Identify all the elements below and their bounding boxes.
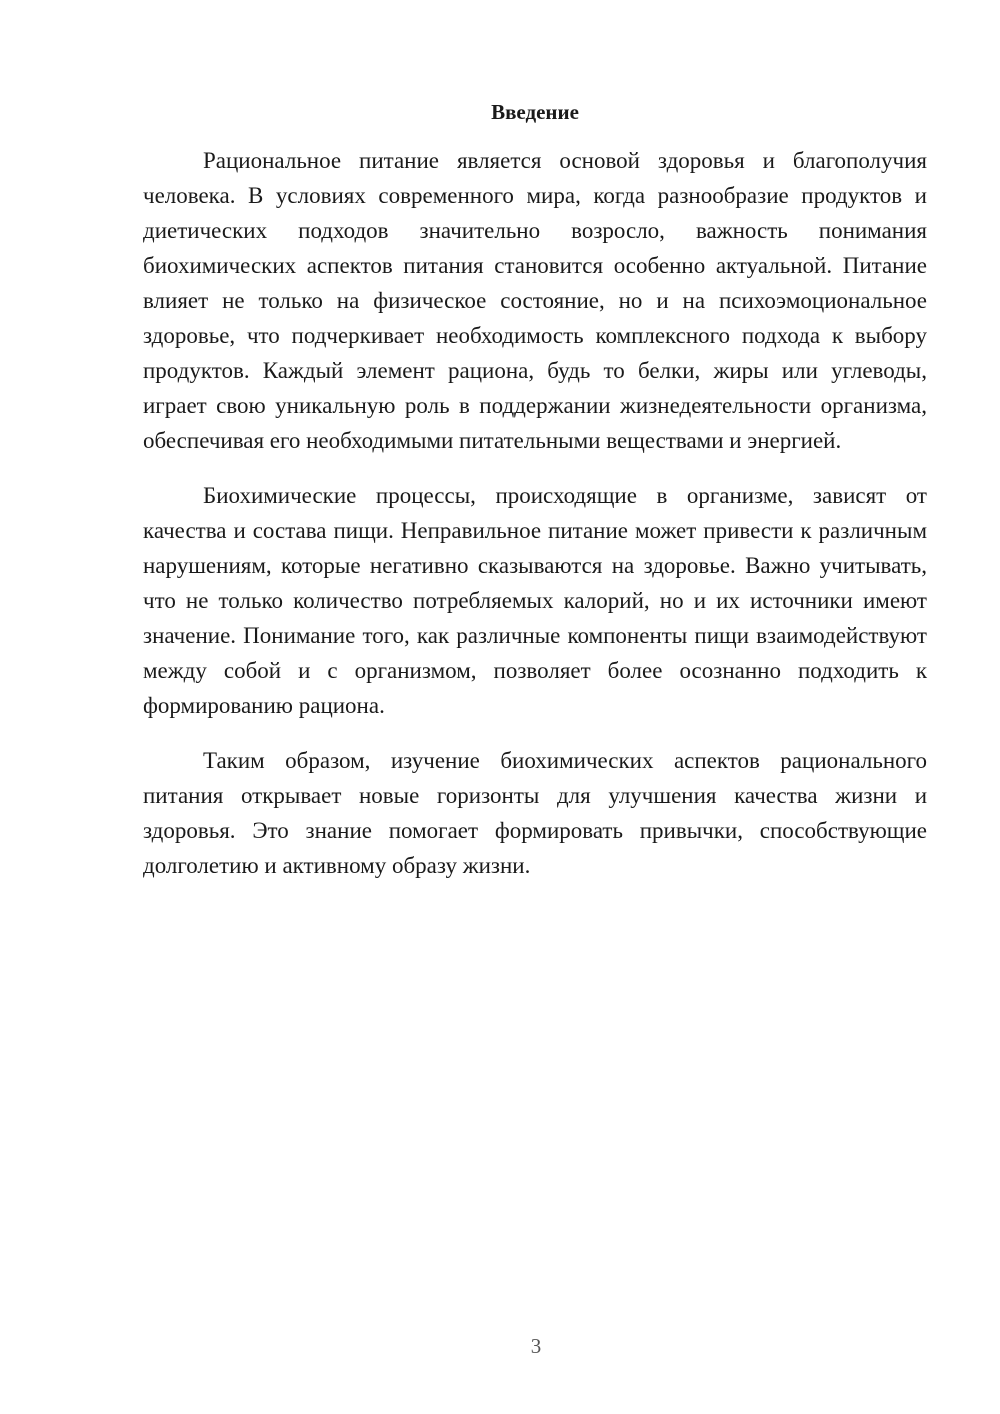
body-text bbox=[143, 143, 927, 903]
paragraph-2: Биохимические процессы, происходящие в организме, зависят от качества и состава пищи. Неправильное питание может привести к различным нарушениям, которые негативно сказываются на здоровье. Важно учитывать, что не только количество потребляемых калорий, но и их источники имеют значение. Понимание того, как различные компоненты пищи взаимодействуют между собой и с организмом, позволяет более осознанно подходить к формированию рациона. bbox=[143, 483, 927, 718]
section-heading: Введение bbox=[491, 100, 579, 124]
paragraph-1: Рациональное питание является основой здоровья и благополучия человека. В условиях современного мира, когда разнообразие продуктов и диетических подходов значительно возросло, важность понимания биохимических аспектов питания становится особенно актуальной. Питание влияет не только на физическое состояние, но и на психоэмоциональное здоровье, что подчеркивает необходимость комплексного подхода к выбору продуктов. Каждый элемент рациона, будь то белки, жиры или углеводы, играет свою уникальную роль в поддержании жизнедеятельности организма, обеспечивая его необходимыми питательными веществами и энергией. bbox=[143, 148, 927, 453]
paragraph-3: Таким образом, изучение биохимических аспектов рационального питания открывает новые горизонты для улучшения качества жизни и здоровья. Это знание помогает формировать привычки, способствующие долголетию и активному образу жизни. bbox=[143, 748, 927, 878]
page-number: 3 bbox=[530, 1334, 542, 1358]
